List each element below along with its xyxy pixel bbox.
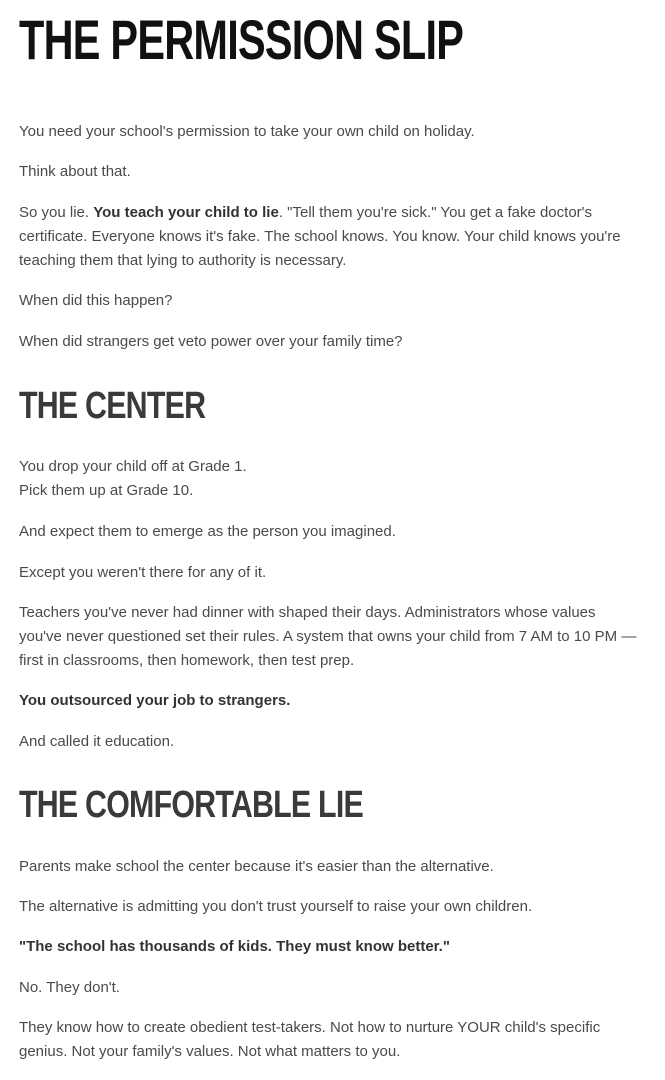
paragraph: And called it education. bbox=[19, 733, 175, 750]
paragraph: They know how to create obedient test-takers. Not how to nurture YOUR child's specific genius. Not your family's values. Not what matters to you. bbox=[19, 1019, 601, 1060]
text-line: Pick them up at Grade 10. bbox=[19, 482, 194, 499]
paragraph: And expect them to emerge as the person you imagined. bbox=[19, 523, 396, 540]
text-line: You drop your child off at Grade 1. bbox=[19, 458, 247, 475]
paragraph: When did this happen? bbox=[19, 292, 173, 309]
heading-the-center: THE CENTER bbox=[19, 385, 206, 427]
text-run: So you lie. bbox=[19, 204, 94, 221]
paragraph: When did strangers get veto power over your family time? bbox=[19, 333, 403, 350]
paragraph: No. They don't. bbox=[19, 979, 120, 996]
paragraph: Think about that. bbox=[19, 163, 131, 180]
emphasis-text: You teach your child to lie bbox=[93, 204, 279, 221]
paragraph: You need your school's permission to take your own child on holiday. bbox=[19, 123, 475, 140]
paragraph-bold: "The school has thousands of kids. They must know better." bbox=[19, 938, 450, 955]
paragraph-bold: You outsourced your job to strangers. bbox=[19, 692, 291, 709]
paragraph bbox=[19, 201, 639, 273]
paragraph: The alternative is admitting you don't trust yourself to raise your own children. bbox=[19, 898, 533, 915]
paragraph: Teachers you've never had dinner with shaped their days. Administrators whose values you've never questioned set their rules. A system that owns your child from 7 AM to 10 PM — first in classrooms, then homework, then test prep. bbox=[19, 604, 637, 669]
paragraph bbox=[19, 455, 639, 503]
heading-permission-slip: THE PERMISSION SLIP bbox=[19, 8, 464, 71]
paragraph: Parents make school the center because it's easier than the alternative. bbox=[19, 858, 494, 875]
text-run: . "Tell them you're sick." You get a fake doctor's certificate. Everyone knows it's fake. The school knows. You know. Your child knows you're teaching them that lying to authority is necessary. bbox=[19, 204, 621, 269]
heading-comfortable-lie: THE COMFORTABLE LIE bbox=[19, 784, 363, 826]
paragraph: Except you weren't there for any of it. bbox=[19, 564, 267, 581]
